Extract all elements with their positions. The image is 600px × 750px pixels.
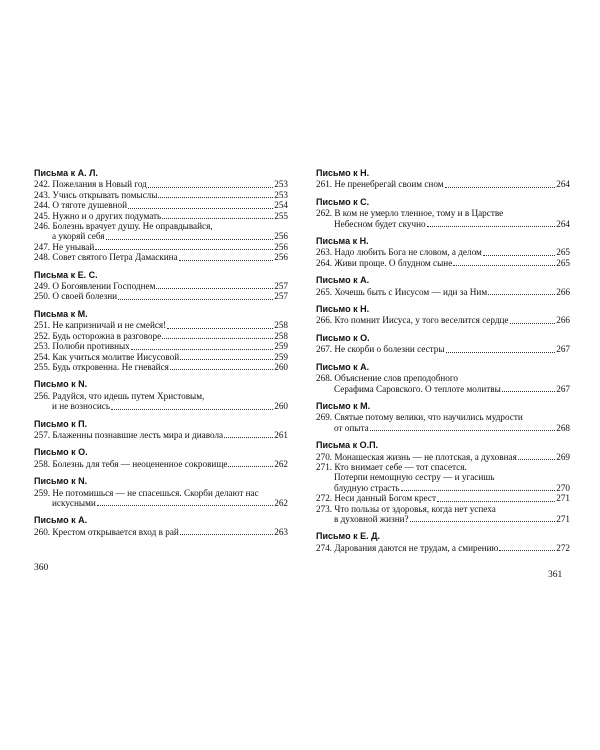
entry-title: 271. Кто внимает себе — тот спасется.: [316, 461, 467, 472]
entry-page-number: 261: [274, 429, 288, 440]
dot-leader: [156, 288, 273, 289]
dot-leader: [128, 208, 273, 209]
dot-leader: [499, 550, 555, 551]
toc-entry: [34, 221, 288, 242]
entry-page-number: 266: [556, 315, 570, 326]
entry-page-number: 258: [274, 330, 288, 341]
toc-entry: [34, 430, 288, 440]
entry-page-number: 256: [274, 252, 288, 263]
dot-leader: [158, 197, 273, 198]
entry-title: Серафима Саровского. О теплоте молитвы: [334, 383, 501, 394]
toc-entry: [34, 242, 288, 252]
section-heading: Письма к Н.: [316, 236, 369, 247]
entry-page-number: 256: [274, 241, 288, 252]
toc-section: [316, 362, 570, 394]
entry-page-number: 262: [274, 458, 288, 469]
dot-leader: [483, 255, 555, 256]
dot-leader: [410, 521, 556, 522]
toc-entry: [316, 179, 570, 189]
entry-title: 266. Кто помнит Иисуса, у того веселится сердце: [316, 315, 509, 326]
section-heading: Письмо к N.: [34, 379, 88, 390]
entry-title: 251. Не капризничай и не смейся!: [34, 320, 167, 331]
entry-title: 255. Будь откровенна. Не гневайся: [34, 361, 169, 372]
toc-entry: [34, 331, 288, 341]
dot-leader: [502, 391, 555, 392]
toc-entry: [34, 320, 288, 330]
entry-title: 267. Не скорби о болезни сестры: [316, 344, 445, 355]
toc-section: [34, 309, 288, 372]
entry-page-number: 271: [556, 493, 570, 504]
section-heading: Письма к Е. С.: [34, 269, 98, 280]
toc-entry: [316, 344, 570, 354]
toc-section: [34, 447, 288, 469]
dot-leader: [510, 323, 556, 324]
entry-title: в духовной жизни?: [334, 513, 409, 524]
entry-title: 268. Объяснение слов преподобного: [316, 373, 459, 384]
entry-title: и не возносись: [52, 401, 111, 412]
dot-leader: [95, 249, 273, 250]
entry-page-number: 260: [274, 361, 288, 372]
toc-entry: [34, 211, 288, 221]
entry-title: 274. Дарования даются не трудам, а смирению: [316, 542, 499, 553]
entry-title: 261. Не пренебрегай своим сном: [316, 179, 444, 190]
toc-entry: [316, 543, 570, 553]
toc-entry: [34, 488, 288, 509]
entry-title: 243. Учись открывать помыслы: [34, 189, 158, 200]
dot-leader: [148, 187, 273, 188]
entry-page-number: 260: [274, 401, 288, 412]
toc-section: [34, 168, 288, 263]
toc-section: [316, 333, 570, 355]
entry-title: 256. Радуйся, что идешь путем Христовым,: [34, 390, 205, 401]
entry-title: Потерпи немощную сестру — и угасишь: [334, 472, 495, 483]
dot-leader: [437, 501, 555, 502]
entry-title: 265. Хочешь быть с Иисусом — иди за Ним: [316, 286, 488, 297]
section-heading: Письмо к Н.: [316, 168, 370, 178]
section-heading: Письмо к N.: [34, 476, 88, 487]
toc-entry: [316, 493, 570, 503]
page-number-left: 360: [34, 563, 49, 573]
entry-title: 269. Святые потому велики, что научились мудрости: [316, 412, 523, 423]
dot-leader: [488, 294, 555, 295]
entry-title: 264. Живи проще. О блудном сыне: [316, 257, 453, 268]
dot-leader: [180, 359, 273, 360]
dot-leader: [370, 430, 556, 431]
entry-page-number: 256: [274, 231, 288, 242]
toc-entry: [34, 391, 288, 412]
entry-title: 252. Будь осторожна в разговоре: [34, 330, 162, 341]
toc-entry: [316, 258, 570, 268]
toc-entry: [316, 412, 570, 433]
dot-leader: [228, 466, 273, 467]
entry-title: 262. В ком не умерло тленное, тому и в Царстве: [316, 208, 504, 219]
dot-leader: [224, 437, 273, 438]
toc-section: [316, 275, 570, 297]
entry-page-number: 268: [556, 422, 570, 433]
entry-title: искусными: [52, 497, 96, 508]
section-heading: Письмо к О.: [316, 332, 370, 343]
section-heading: Письма к А. Л.: [34, 168, 98, 178]
entry-page-number: 253: [274, 179, 288, 190]
toc-entry: [316, 287, 570, 297]
section-heading: Письмо к С.: [316, 196, 370, 207]
dot-leader: [170, 369, 273, 370]
dot-leader: [162, 338, 273, 339]
entry-page-number: 257: [274, 281, 288, 292]
section-heading: Письмо к П.: [34, 418, 88, 429]
entry-page-number: 263: [274, 526, 288, 537]
toc-entry: [34, 179, 288, 189]
entry-title: 253. Полюби противных: [34, 341, 130, 352]
entry-title: 246. Болезнь врачует душу. Не оправдывайся,: [34, 221, 213, 232]
dot-leader: [446, 352, 556, 353]
entry-title: 244. О тяготе душевной: [34, 200, 128, 211]
toc-entry: [316, 504, 570, 525]
entry-title: 258. Болезнь для тебя — неоцененное сокровище: [34, 458, 228, 469]
dot-leader: [162, 218, 273, 219]
toc-entry: [316, 373, 570, 394]
dot-leader: [518, 459, 555, 460]
toc-section: [316, 304, 570, 326]
entry-page-number: 254: [274, 200, 288, 211]
toc-section: [316, 168, 570, 190]
entry-title: 245. Нужно и о других подумать: [34, 210, 162, 221]
entry-title: Небесном будет скучно: [334, 218, 426, 229]
dot-leader: [131, 349, 273, 350]
toc-entry: [34, 352, 288, 362]
entry-page-number: 271: [556, 513, 570, 524]
dot-leader: [180, 534, 273, 535]
entry-title: 248. Совет святого Петра Дамаскина: [34, 252, 178, 263]
dot-leader: [118, 299, 273, 300]
entry-title: 254. Как учиться молитве Иисусовой: [34, 351, 180, 362]
entry-page-number: 259: [274, 351, 288, 362]
toc-entry: [34, 362, 288, 372]
section-heading: Письмо к Е. Д.: [316, 531, 380, 542]
entry-page-number: 267: [556, 383, 570, 394]
entry-page-number: 264: [556, 218, 570, 229]
entry-title: 273. Что пользы от здоровья, когда нет успеха: [316, 503, 496, 514]
entry-page-number: 264: [556, 179, 570, 190]
dot-leader: [111, 409, 273, 410]
toc-section: [34, 270, 288, 302]
entry-title: 259. Не потомишься — не спасешься. Скорби делают нас: [34, 487, 259, 498]
section-heading: Письмо к А.: [34, 515, 88, 526]
section-heading: Письмо к А.: [316, 361, 370, 372]
section-heading: Письмо к Н.: [316, 304, 370, 315]
section-heading: Письма к М.: [34, 308, 88, 319]
entry-page-number: 253: [274, 189, 288, 200]
dot-leader: [427, 226, 556, 227]
dot-leader: [445, 187, 556, 188]
toc-section: [34, 419, 288, 441]
dot-leader: [453, 265, 555, 266]
right-page-contents: [316, 168, 570, 560]
toc-entry: [34, 291, 288, 301]
toc-entry: [34, 200, 288, 210]
section-heading: Письмо к М.: [316, 400, 371, 411]
entry-page-number: 258: [274, 320, 288, 331]
entry-page-number: 266: [556, 286, 570, 297]
toc-section: [316, 531, 570, 553]
dot-leader: [179, 260, 274, 261]
entry-page-number: 270: [556, 482, 570, 493]
toc-entry: [34, 190, 288, 200]
toc-entry: [316, 462, 570, 493]
section-heading: Письмо к А.: [316, 275, 370, 286]
toc-entry: [34, 252, 288, 262]
toc-entry: [34, 281, 288, 291]
page-number-right: 361: [548, 570, 563, 580]
entry-page-number: 257: [274, 291, 288, 302]
toc-entry: [316, 247, 570, 257]
section-heading: Письма к О.П.: [316, 440, 379, 451]
entry-title: 270. Монашеская жизнь — не плотская, а духовная: [316, 451, 517, 462]
toc-entry: [34, 459, 288, 469]
entry-page-number: 272: [556, 542, 570, 553]
section-heading: Письмо к О.: [34, 447, 88, 458]
toc-entry: [316, 315, 570, 325]
toc-section: [34, 515, 288, 537]
entry-title: 260. Крестом открывается вход в рай: [34, 526, 179, 537]
entry-title: от опыта: [334, 422, 369, 433]
entry-page-number: 255: [274, 210, 288, 221]
entry-page-number: 269: [556, 451, 570, 462]
toc-section: [316, 401, 570, 433]
entry-title: 263. Надо любить Бога не словом, а делом: [316, 247, 482, 258]
entry-title: 250. О своей болезни: [34, 291, 118, 302]
entry-title: 247. Не унывай: [34, 241, 95, 252]
toc-section: [316, 197, 570, 229]
dot-leader: [97, 505, 273, 506]
entry-page-number: 259: [274, 341, 288, 352]
dot-leader: [167, 328, 273, 329]
entry-title: 249. О Богоявлении Господнем: [34, 281, 156, 292]
dot-leader: [401, 490, 556, 491]
toc-entry: [34, 341, 288, 351]
entry-page-number: 265: [556, 257, 570, 268]
toc-section: [316, 236, 570, 268]
toc-entry: [34, 527, 288, 537]
dot-leader: [106, 239, 274, 240]
entry-title: блудную страсть: [334, 482, 400, 493]
entry-page-number: 267: [556, 344, 570, 355]
toc-section: [34, 476, 288, 508]
entry-title: 272. Неси данный Богом крест: [316, 493, 436, 504]
entry-title: 257. Блаженны познавшие лесть мира и диавола: [34, 429, 224, 440]
toc-entry: [316, 452, 570, 462]
toc-section: [316, 440, 570, 524]
toc-entry: [316, 208, 570, 229]
toc-section: [34, 379, 288, 411]
entry-page-number: 265: [556, 247, 570, 258]
entry-title: а укоряй себя: [52, 231, 105, 242]
left-page-contents: [34, 168, 288, 544]
entry-page-number: 262: [274, 497, 288, 508]
entry-title: 242. Пожелания в Новый год: [34, 179, 147, 190]
